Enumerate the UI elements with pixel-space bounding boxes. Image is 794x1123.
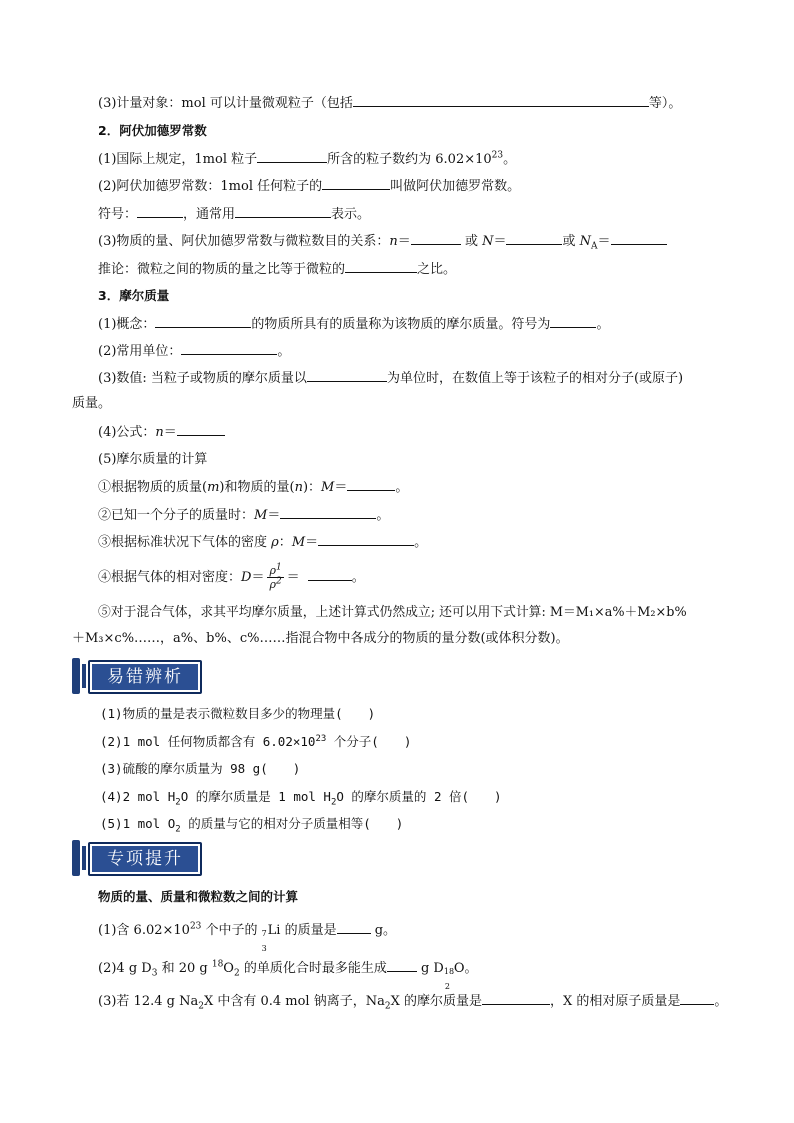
text: (2)阿伏加德罗常数：1mol 任何粒子的	[98, 179, 323, 194]
badge-bar	[82, 664, 86, 688]
blank[interactable]	[347, 478, 395, 491]
text: 。	[714, 994, 728, 1009]
molar-mass-value-wrap: 质量。	[72, 396, 112, 411]
avogadro-line-1	[98, 150, 516, 169]
subscript: 2	[233, 968, 240, 979]
text: O 的摩尔质量的 2 倍( )	[336, 789, 502, 804]
text: 和 20 g	[157, 961, 212, 976]
section-title-molar-mass: 3．摩尔质量	[98, 288, 170, 303]
subscript: 2	[198, 1001, 204, 1012]
subscript: 2	[330, 797, 337, 808]
molar-mass-concept-line	[98, 315, 609, 334]
text: O	[223, 961, 234, 976]
badge-label: 专项提升	[107, 849, 183, 869]
text: X 中含有 0.4 mol 钠离子，Na	[203, 994, 385, 1009]
blank[interactable]	[137, 205, 183, 218]
text: 或	[460, 234, 483, 249]
molar-mass-unit-line	[98, 342, 290, 361]
text: 个中子的	[201, 923, 262, 938]
blank[interactable]	[177, 423, 225, 436]
blank[interactable]	[680, 992, 714, 1005]
var-rho: ρ	[271, 535, 279, 550]
count-object-end: 等）。	[648, 96, 682, 111]
text: (4)2 mol H	[100, 789, 176, 804]
subscript: 3	[151, 968, 158, 979]
text: ②已知一个分子的质量时：	[98, 508, 255, 523]
error-item-2	[100, 733, 411, 751]
text: ＝	[334, 480, 348, 495]
text: )：	[302, 480, 322, 495]
mass-number: 7	[261, 929, 267, 938]
text: (3)物质的量、阿伏加德罗常数与微粒数目的关系：	[98, 234, 390, 249]
atomic-number: 3	[261, 944, 267, 953]
blank[interactable]	[280, 506, 376, 519]
text: O。	[453, 961, 478, 976]
error-item-3: (3)硫酸的摩尔质量为 98 g( )	[100, 761, 301, 776]
calc-heading: (5)摩尔质量的计算	[98, 452, 208, 467]
superscript: 1	[275, 562, 282, 573]
text: ：	[278, 535, 292, 550]
calc-item-3	[98, 533, 427, 552]
var-D: D	[241, 570, 252, 585]
practice-question-1	[98, 921, 397, 953]
badge-bar	[72, 840, 80, 876]
blank[interactable]	[506, 232, 562, 245]
blank[interactable]	[482, 992, 550, 1005]
avogadro-symbol-line	[98, 205, 370, 224]
inference-line	[98, 260, 456, 279]
text: 之比。	[417, 262, 457, 277]
text: 的单质化合时最多能生成	[239, 961, 387, 976]
text: ③根据标准状况下气体的密度	[98, 535, 272, 550]
text: 表示。	[331, 207, 371, 222]
blank[interactable]	[387, 959, 417, 972]
text: (2)常用单位：	[98, 344, 182, 359]
blank[interactable]	[337, 921, 371, 934]
text: ＝	[493, 234, 507, 249]
text: 的质量与它的相对分子质量相等( )	[180, 816, 404, 831]
text: 。	[376, 508, 390, 523]
count-object-text: (3)计量对象：mol 可以计量微观粒子（包括	[98, 96, 353, 111]
text: 叫做阿伏加德罗常数。	[390, 179, 521, 194]
var-n: n	[389, 234, 398, 249]
var-M: M	[291, 535, 306, 550]
text: (2)4 g D	[98, 961, 152, 976]
text: 。	[414, 535, 428, 550]
section-title-avogadro: 2．阿伏加德罗常数	[98, 123, 207, 138]
blank[interactable]	[181, 342, 277, 355]
text: (1)概念：	[98, 317, 156, 332]
calc-item-2	[98, 506, 389, 525]
blank[interactable]	[307, 369, 387, 382]
text: (3)数值: 当粒子或物质的摩尔质量以	[98, 371, 307, 386]
text: 。	[351, 570, 365, 585]
calc-item-5-line-1: ⑤对于混合气体，求其平均摩尔质量，上述计算式仍然成立; 还可以用下式计算: M＝M₁×a%＋M₂×b%	[98, 605, 687, 620]
superscript: 23	[315, 733, 327, 744]
var-N: N	[482, 234, 494, 249]
blank[interactable]	[345, 260, 417, 273]
blank[interactable]	[257, 150, 327, 163]
section-badge-special-practice	[72, 840, 200, 876]
text: (1)含 6.02×10	[98, 923, 190, 938]
mass-number: 18	[443, 967, 455, 976]
text: 推论：微粒之间的物质的量之比等于微粒的	[98, 262, 346, 277]
calc-item-4	[98, 564, 365, 591]
density-ratio-fraction	[267, 564, 283, 591]
var-M: M	[321, 480, 335, 495]
text: 符号：	[98, 207, 138, 222]
blank[interactable]	[235, 205, 331, 218]
var-M: M	[254, 508, 268, 523]
section-badge-error-analysis	[72, 658, 200, 694]
subscript: 2	[444, 982, 450, 991]
text: 。	[395, 480, 409, 495]
practice-title: 物质的量、质量和微粒数之间的计算	[98, 889, 299, 904]
text: )和物质的量(	[219, 480, 295, 495]
blank[interactable]	[322, 177, 390, 190]
badge-bar	[72, 658, 80, 694]
rho-2: ρ	[269, 578, 276, 591]
avogadro-relation-line	[98, 232, 667, 251]
var-n: n	[155, 425, 164, 440]
practice-question-3	[98, 992, 727, 1011]
text: 。	[503, 152, 517, 167]
calc-item-1	[98, 478, 408, 497]
text: (2)1 mol 任何物质都含有 6.02×10	[100, 734, 316, 749]
text: ①根据物质的质量(	[98, 480, 208, 495]
badge-label: 易错辨析	[107, 667, 183, 687]
subscript: 2	[384, 1001, 391, 1012]
practice-question-2	[98, 959, 478, 991]
element-symbol: Li	[267, 923, 281, 938]
count-object-line	[98, 94, 681, 113]
text: ＝	[286, 570, 300, 585]
text: ＝	[397, 234, 411, 249]
calc-item-5-line-2: ＋M₃×c%……，a%、b%、c%……指混合物中各成分的物质的量分数(或体积分数)。	[72, 631, 569, 646]
text: ＝	[305, 535, 319, 550]
text: (5)1 mol O	[100, 816, 176, 831]
blank[interactable]	[308, 568, 352, 581]
text: (4)公式：	[98, 425, 156, 440]
blank[interactable]	[318, 533, 414, 546]
subscript: A	[590, 241, 598, 252]
var-n: n	[294, 480, 303, 495]
text: (3)若 12.4 g Na	[98, 994, 199, 1009]
text: 。	[277, 344, 291, 359]
error-item-1: (1)物质的量是表示微粒数目多少的物理量( )	[100, 706, 376, 721]
text: ＝	[251, 570, 265, 585]
text: ④根据气体的相对密度：	[98, 570, 242, 585]
error-item-4	[100, 788, 502, 806]
text: X 的摩尔质量是	[390, 994, 482, 1009]
blank[interactable]	[550, 315, 596, 328]
text: 的质量是	[280, 923, 337, 938]
text: ，通常用	[183, 207, 236, 222]
text: 所含的粒子数约为 6.02×10	[327, 152, 492, 167]
text: ＝	[267, 508, 281, 523]
superscript: 23	[189, 921, 202, 932]
blank[interactable]	[411, 232, 461, 245]
avogadro-line-2	[98, 177, 520, 196]
superscript: 23	[491, 150, 504, 161]
text: 个分子( )	[326, 734, 412, 749]
text: ＝	[597, 234, 611, 249]
text: g D	[416, 961, 444, 976]
text: 或	[562, 234, 580, 249]
text: 。	[596, 317, 610, 332]
molar-mass-value-line	[98, 369, 683, 388]
text: O 的摩尔质量是 1 mol H	[180, 789, 331, 804]
text: 的物质所具有的质量称为该物质的摩尔质量。符号为	[251, 317, 551, 332]
text: g。	[370, 923, 397, 938]
superscript: 2	[275, 576, 282, 587]
text: (1)国际上规定，1mol 粒子	[98, 152, 258, 167]
text: ＝	[163, 425, 177, 440]
var-NA: N	[579, 234, 591, 249]
var-m: m	[207, 480, 220, 495]
formula-line	[98, 423, 225, 442]
denominator	[267, 578, 283, 591]
text: ，X 的相对原子质量是	[549, 994, 681, 1009]
blank[interactable]	[155, 315, 251, 328]
subscript: 2	[175, 797, 181, 808]
error-item-5	[100, 815, 403, 833]
blank[interactable]	[611, 232, 667, 245]
subscript: 2	[175, 824, 181, 835]
text: 为单位时，在数值上等于该粒子的相对分子(或原子)	[386, 371, 684, 386]
superscript: 18	[211, 959, 224, 970]
badge-bar	[82, 846, 86, 870]
blank[interactable]	[353, 94, 649, 107]
rho-1: ρ	[269, 564, 276, 577]
